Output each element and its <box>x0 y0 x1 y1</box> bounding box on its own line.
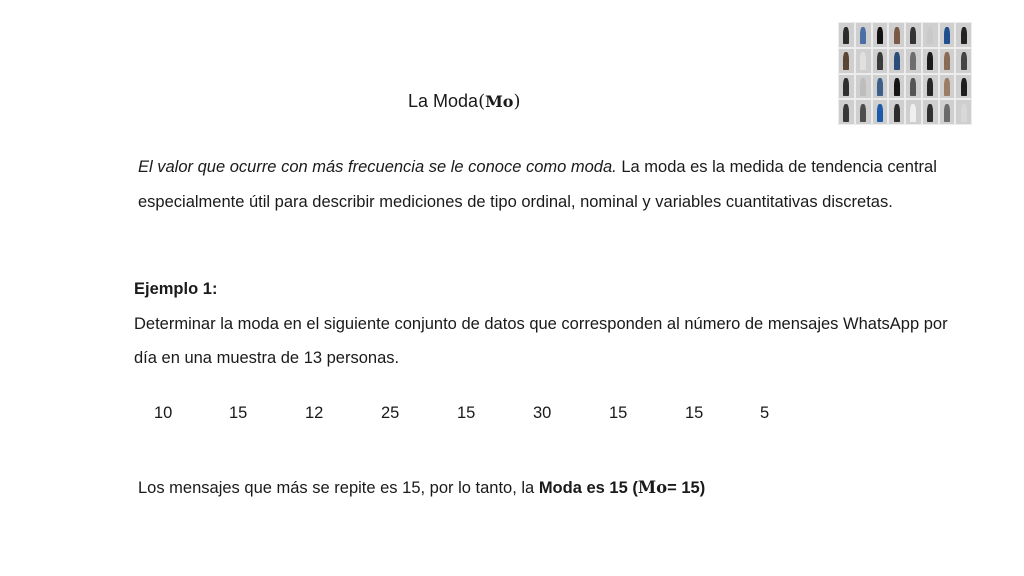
collage-photo <box>956 49 971 73</box>
example-statement: Determinar la moda en el siguiente conjunto de datos que corresponden al número de mensajes WhatsApp por día en una muestra de 13 personas. <box>134 315 948 367</box>
collage-photo <box>906 49 921 73</box>
collage-photo <box>923 100 938 124</box>
collage-photo <box>839 75 854 99</box>
fashion-photo-collage <box>838 22 972 125</box>
definition-paragraph <box>138 150 968 220</box>
collage-photo <box>839 49 854 73</box>
collage-photo <box>856 23 871 47</box>
collage-photo <box>873 23 888 47</box>
example-heading: Ejemplo 1: <box>134 280 218 298</box>
conclusion-bold: Moda es 15 ( <box>538 479 638 497</box>
data-value: 25 <box>381 404 400 422</box>
title-mo-symbol: Mo <box>485 92 514 111</box>
conclusion-mo-symbol: Mo <box>637 478 668 497</box>
data-value: 15 <box>457 404 476 422</box>
conclusion-prefix: Los mensajes que más se repite es 15, por lo tanto, la <box>138 479 539 497</box>
definition-italic: El valor que ocurre con más frecuencia se le conoce como moda. <box>138 158 617 176</box>
title-text: La Moda <box>408 91 479 111</box>
collage-photo <box>940 23 955 47</box>
collage-photo <box>923 23 938 47</box>
collage-photo <box>906 75 921 99</box>
collage-photo <box>956 23 971 47</box>
conclusion-tail: = 15) <box>667 479 706 497</box>
collage-photo <box>856 49 871 73</box>
collage-photo <box>873 100 888 124</box>
data-value: 12 <box>305 404 324 422</box>
collage-photo <box>889 100 904 124</box>
collage-photo <box>940 49 955 73</box>
collage-photo <box>940 100 955 124</box>
collage-photo <box>839 100 854 124</box>
collage-photo <box>906 100 921 124</box>
collage-photo <box>889 49 904 73</box>
title-open-paren: ( <box>478 91 486 112</box>
collage-photo <box>940 75 955 99</box>
collage-photo <box>956 75 971 99</box>
data-value: 30 <box>533 404 552 422</box>
slide-title <box>408 91 521 112</box>
collage-photo <box>873 75 888 99</box>
collage-photo <box>956 100 971 124</box>
collage-photo <box>889 23 904 47</box>
definition-rest: La moda es la medida de tendencia central especialmente útil para describir mediciones de tipo ordinal, nominal y variables cuantitativas discretas. <box>138 158 937 211</box>
collage-photo <box>839 23 854 47</box>
collage-photo <box>889 75 904 99</box>
collage-photo <box>923 49 938 73</box>
collage-photo <box>873 49 888 73</box>
collage-photo <box>923 75 938 99</box>
data-value: 15 <box>685 404 704 422</box>
title-close-paren: ) <box>513 91 521 112</box>
data-value: 15 <box>229 404 248 422</box>
data-value: 15 <box>609 404 628 422</box>
collage-photo <box>856 75 871 99</box>
conclusion-sentence <box>138 478 705 498</box>
data-value: 5 <box>760 404 770 422</box>
data-value: 10 <box>154 404 173 422</box>
collage-photo <box>856 100 871 124</box>
collage-photo <box>906 23 921 47</box>
